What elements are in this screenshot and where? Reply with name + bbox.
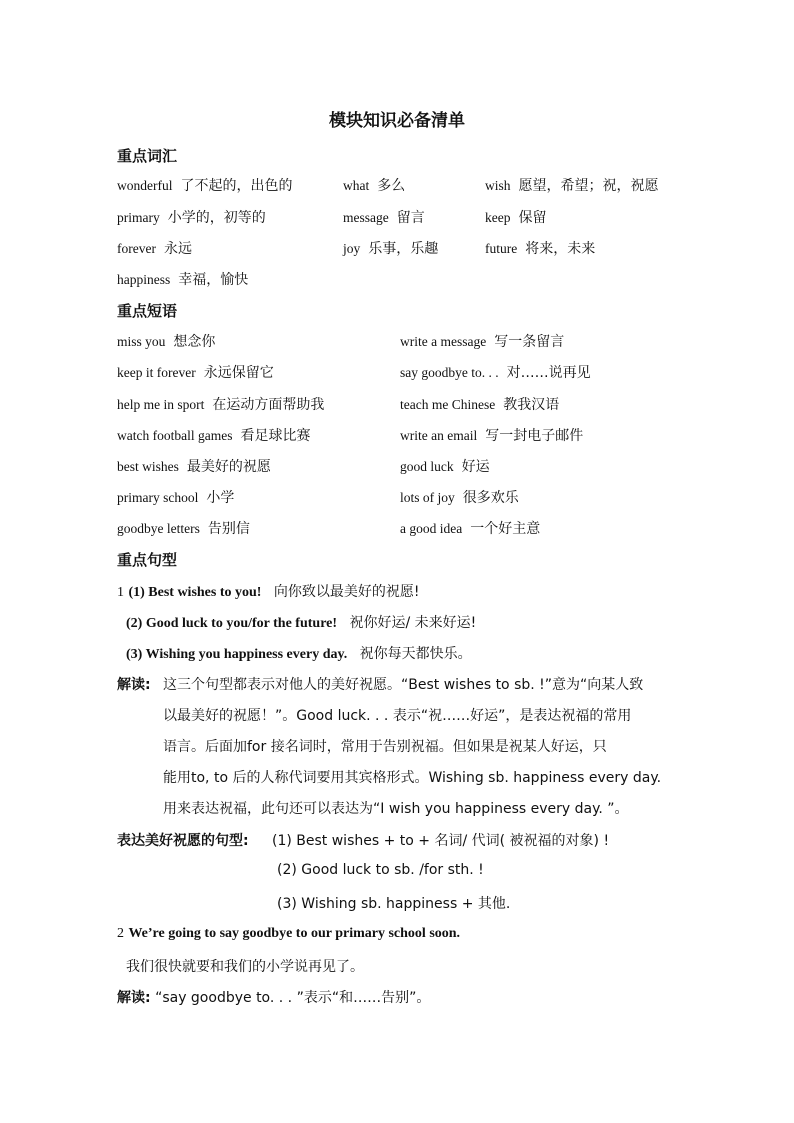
explanation-line: 以最美好的祝愿！”。Good luck. . . 表示“祝……好运”，是表达祝福的常用 — [163, 708, 632, 724]
vocab-item: primary 小学的，初等的 — [117, 210, 266, 226]
sentence-1a: 1 (1) Best wishes to you! 向你致以最美好的祝愿! — [117, 584, 420, 600]
phrase-item: keep it forever 永远保留它 — [117, 365, 274, 381]
phrase-item: best wishes 最美好的祝愿 — [117, 459, 271, 475]
pattern-line: (3) Wishing sb. happiness + 其他. — [277, 896, 511, 912]
sentence-2-explanation: 解读: “say goodbye to. . . ”表示“和……告别”。 — [117, 990, 431, 1006]
phrase-item: lots of joy 很多欢乐 — [400, 490, 519, 506]
phrase-item: primary school 小学 — [117, 490, 235, 506]
explanation-line: 用来表达祝福，此句还可以表达为“I wish you happiness every day. ”。 — [163, 801, 629, 817]
phrase-item: watch football games 看足球比赛 — [117, 428, 311, 444]
phrase-item: miss you 想念你 — [117, 334, 216, 350]
vocab-item: message 留言 — [343, 210, 425, 226]
pattern-label: 表达美好祝愿的句型: — [117, 833, 249, 849]
phrase-item: goodbye letters 告别信 — [117, 521, 250, 537]
vocab-item: future 将来，未来 — [485, 241, 596, 257]
vocab-item: joy 乐事，乐趣 — [343, 241, 439, 257]
sentence-2-translation: 我们很快就要和我们的小学说再见了。 — [126, 959, 364, 975]
vocab-item: what 多么 — [343, 178, 406, 194]
explanation-label: 解读: — [117, 677, 151, 693]
explanation-line: 语言。后面加for 接名词时，常用于告别祝福。但如果是祝某人好运，只 — [163, 739, 607, 755]
vocab-item: keep 保留 — [485, 210, 547, 226]
page-title: 模块知识必备清单 — [329, 111, 465, 131]
phrase-item: teach me Chinese 教我汉语 — [400, 397, 560, 413]
sentence-2: 2 We’re going to say goodbye to our primary school soon. — [117, 926, 461, 941]
phrase-item: write an email 写一封电子邮件 — [400, 428, 584, 444]
section-heading-vocab: 重点词汇 — [117, 147, 178, 165]
explanation-line: 能用to, to 后的人称代词要用其宾格形式。Wishing sb. happiness every day. — [163, 770, 662, 786]
phrase-item: a good idea 一个好主意 — [400, 521, 541, 537]
phrase-item: write a message 写一条留言 — [400, 334, 565, 350]
phrase-item: say goodbye to. . . 对……说再见 — [400, 365, 591, 381]
explanation-line: 这三个句型都表示对他人的美好祝愿。“Best wishes to sb. !”意为“向某人致 — [163, 677, 644, 693]
vocab-item: forever 永远 — [117, 241, 192, 257]
vocab-item: wonderful 了不起的，出色的 — [117, 178, 293, 194]
vocab-item: wish 愿望，希望；祝，祝愿 — [485, 178, 659, 194]
vocab-item: happiness 幸福，愉快 — [117, 272, 249, 288]
pattern-line: (1) Best wishes + to + 名词/ 代词( 被祝福的对象) ! — [272, 833, 610, 849]
section-heading-phrases: 重点短语 — [117, 302, 178, 320]
pattern-line: (2) Good luck to sb. /for sth. ! — [277, 862, 484, 878]
sentence-1b: (2) Good luck to you/for the future! 祝你好运/ 未来好运! — [126, 615, 477, 631]
phrase-item: help me in sport 在运动方面帮助我 — [117, 397, 325, 413]
phrase-item: good luck 好运 — [400, 459, 490, 475]
sentence-1c: (3) Wishing you happiness every day. 祝你每天都快乐。 — [126, 646, 472, 662]
section-heading-sentences: 重点句型 — [117, 551, 178, 569]
